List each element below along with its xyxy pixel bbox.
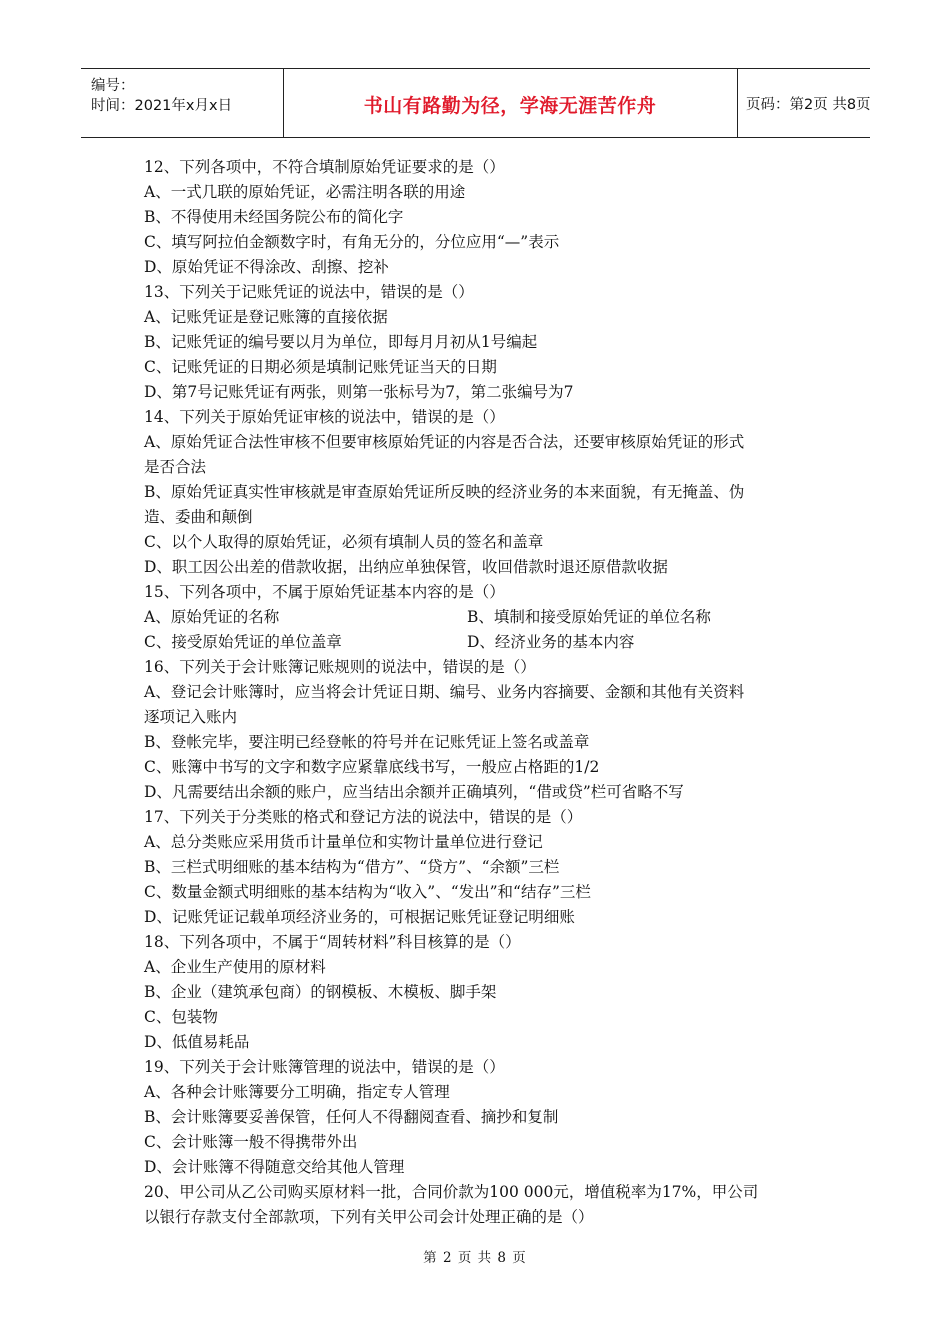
header-motto: 书山有路勤为径，学海无涯苦作舟	[363, 95, 657, 117]
text-line-col2: B、填制和接受原始凭证的单位名称	[467, 608, 711, 626]
text-line: A、登记会计账簿时，应当将会计凭证日期、编号、业务内容摘要、金额和其他有关资料	[144, 683, 745, 701]
text-line: C、账簿中书写的文字和数字应紧靠底线书写，一般应占格距的1/2	[144, 758, 600, 776]
text-line: C、填写阿拉伯金额数字时，有角无分的，分位应用“—”表示	[144, 233, 560, 251]
text-line: D、记账凭证记载单项经济业务的，可根据记账凭证登记明细账	[144, 908, 575, 926]
text-line: 19、下列关于会计账簿管理的说法中，错误的是（）	[144, 1058, 505, 1076]
text-line: C、数量金额式明细账的基本结构为“收入”、“发出”和“结存”三栏	[144, 883, 591, 901]
text-line: B、三栏式明细账的基本结构为“借方”、“贷方”、“余额”三栏	[144, 858, 560, 876]
header-right-cell	[737, 69, 870, 137]
text-line: 13、下列关于记账凭证的说法中，错误的是（）	[144, 283, 474, 301]
text-line: A、总分类账应采用货币计量单位和实物计量单位进行登记	[144, 833, 543, 851]
text-line: C、接受原始凭证的单位盖章	[144, 633, 342, 651]
text-line: 以银行存款支付全部款项，下列有关甲公司会计处理正确的是（）	[144, 1208, 594, 1226]
text-line: B、原始凭证真实性审核就是审查原始凭证所反映的经济业务的本来面貌，有无掩盖、伪	[144, 483, 745, 501]
text-line: 15、下列各项中，不属于原始凭证基本内容的是（）	[144, 583, 505, 601]
text-line: A、记账凭证是登记账簿的直接依据	[144, 308, 388, 326]
header-left-cell	[81, 69, 284, 137]
text-line: A、企业生产使用的原材料	[144, 958, 326, 976]
text-line: 造、委曲和颠倒	[144, 508, 253, 526]
header-middle-cell	[283, 69, 738, 137]
text-line: D、原始凭证不得涂改、刮擦、挖补	[144, 258, 389, 276]
text-line: C、包装物	[144, 1008, 218, 1026]
text-line: C、会计账簿一般不得携带外出	[144, 1133, 358, 1151]
text-line: D、会计账簿不得随意交给其他人管理	[144, 1158, 405, 1176]
text-line: 17、下列关于分类账的格式和登记方法的说法中，错误的是（）	[144, 808, 583, 826]
text-line: B、记账凭证的编号要以月为单位，即每月月初从1号编起	[144, 333, 538, 351]
text-line: B、不得使用未经国务院公布的简化字	[144, 208, 404, 226]
text-line: A、一式几联的原始凭证，必需注明各联的用途	[144, 183, 466, 201]
text-line: 12、下列各项中，不符合填制原始凭证要求的是（）	[144, 158, 505, 176]
text-line: A、原始凭证合法性审核不但要审核原始凭证的内容是否合法，还要审核原始凭证的形式	[144, 433, 745, 451]
text-line: 逐项记入账内	[144, 708, 238, 726]
text-line-col2: D、经济业务的基本内容	[467, 633, 635, 651]
text-line: 18、下列各项中，不属于“周转材料”科目核算的是（）	[144, 933, 521, 951]
document-date-label: 时间：2021年x月x日	[91, 98, 233, 114]
text-line: 是否合法	[144, 458, 207, 476]
text-line: 20、甲公司从乙公司购买原材料一批，合同价款为100 000元，增值税率为17%，甲公司	[144, 1183, 759, 1201]
text-line: C、以个人取得的原始凭证，必须有填制人员的签名和盖章	[144, 533, 544, 551]
text-line: A、各种会计账簿要分工明确，指定专人管理	[144, 1083, 450, 1101]
text-line: D、第7号记账凭证有两张，则第一张标号为7，第二张编号为7	[144, 383, 574, 401]
text-line: D、职工因公出差的借款收据，出纳应单独保管，收回借款时退还原借款收据	[144, 558, 668, 576]
text-line: D、凡需要结出余额的账户，应当结出余额并正确填列，“借或贷”栏可省略不写	[144, 783, 684, 801]
text-line: D、低值易耗品	[144, 1033, 250, 1051]
text-line: B、会计账簿要妥善保管，任何人不得翻阅查看、摘抄和复制	[144, 1108, 559, 1126]
text-line: B、企业（建筑承包商）的钢模板、木模板、脚手架	[144, 983, 497, 1001]
page-footer: 第 2 页 共 8 页	[423, 1250, 527, 1266]
text-line: 16、下列关于会计账簿记账规则的说法中，错误的是（）	[144, 658, 536, 676]
page-number-label: 页码：第2页 共8页	[746, 97, 871, 113]
text-line: 14、下列关于原始凭证审核的说法中，错误的是（）	[144, 408, 505, 426]
text-line: A、原始凭证的名称	[144, 608, 280, 626]
page-header	[81, 68, 870, 138]
document-number-label: 编号：	[91, 78, 135, 94]
text-line: B、登帐完毕，要注明已经登帐的符号并在记账凭证上签名或盖章	[144, 733, 590, 751]
text-line: C、记账凭证的日期必须是填制记账凭证当天的日期	[144, 358, 497, 376]
